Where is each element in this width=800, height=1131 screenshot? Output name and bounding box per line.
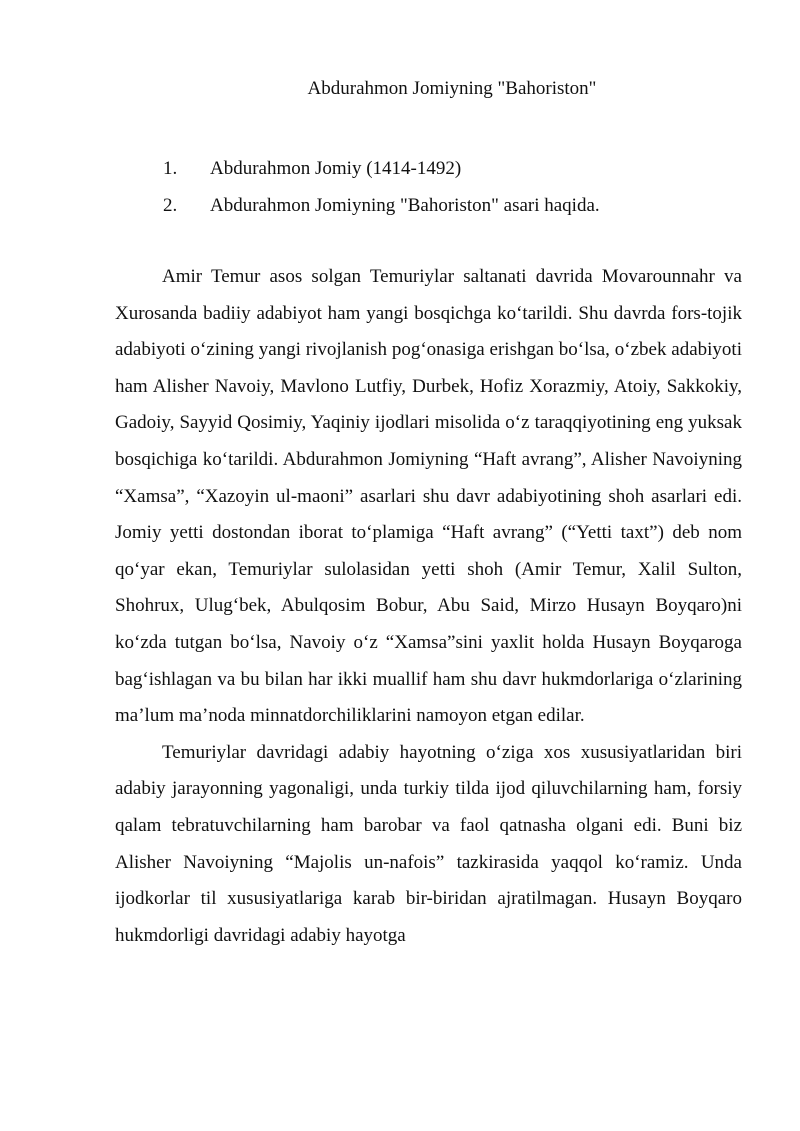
table-of-contents (163, 150, 763, 224)
toc-item (163, 150, 763, 187)
paragraph: Amir Temur asos solgan Temuriylar saltanati davrida Movarounnahr va Xurosanda badiiy adabiyot ham yangi bosqichga ko‘tarildi. Shu davrda fors-tojik adabiyoti o‘zining yangi rivojlanish pog‘onasiga erishgan bo‘lsa, o‘zbek adabiyoti ham Alisher Navoiy, Mavlono Lutfiy, Durbek, Hofiz Xorazmiy, Atoiy, Sakkokiy, Gadoiy, Sayyid Qosimiy, Yaqiniy ijodlari misolida o‘z taraqqiyotining eng yuksak bosqichiga ko‘tarildi. Abdurahmon Jomiyning “Haft avrang”, Alisher Navoiyning “Xamsa”, “Xazoyin ul-maoni” asarlari shu davr adabiyotining shoh asarlari edi. Jomiy yetti dostondan iborat to‘plamiga “Haft avrang” (“Yetti taxt”) deb nom qo‘yar ekan, Temuriylar sulolasidan yetti shoh (Amir Temur, Xalil Sulton, Shohrux, Ulug‘bek, Abulqosim Bobur, Abu Said, Mirzo Husayn Boyqaro)ni ko‘zda tutgan bo‘lsa, Navoiy o‘z “Xamsa”sini yaxlit holda Husayn Boyqaroga bag‘ishlagan va bu bilan har ikki muallif ham shu davr hukmdorlariga o‘zlarining ma’lum ma’noda minnatdorchiliklarini namoyon etgan edilar. (115, 266, 742, 727)
paragraph: Temuriylar davridagi adabiy hayotning o‘ziga xos xususiyatlaridan biri adabiy jarayonning yagonaligi, unda turkiy tilda ijod qiluvchilarning ham, forsiy qalam tebratuvchilarning ham barobar va faol qatnasha olgani edi. Buni biz Alisher Navoiyning “Majolis un-nafois” tazkirasida yaqqol ko‘ramiz. Unda ijodkorlar til xususiyatlariga karab bir-biridan ajratilmagan. Husayn Boyqaro hukmdorligi davridagi adabiy hayotga (115, 741, 742, 946)
toc-item-number: 1. (163, 158, 178, 179)
toc-item (163, 187, 763, 224)
document-body (115, 259, 742, 954)
document-title: Abdurahmon Jomiyning "Bahoriston" (307, 78, 597, 99)
toc-item-text: Abdurahmon Jomiyning "Bahoriston" asari haqida. (210, 195, 600, 216)
toc-item-number: 2. (163, 195, 178, 216)
toc-item-text: Abdurahmon Jomiy (1414-1492) (210, 158, 462, 179)
